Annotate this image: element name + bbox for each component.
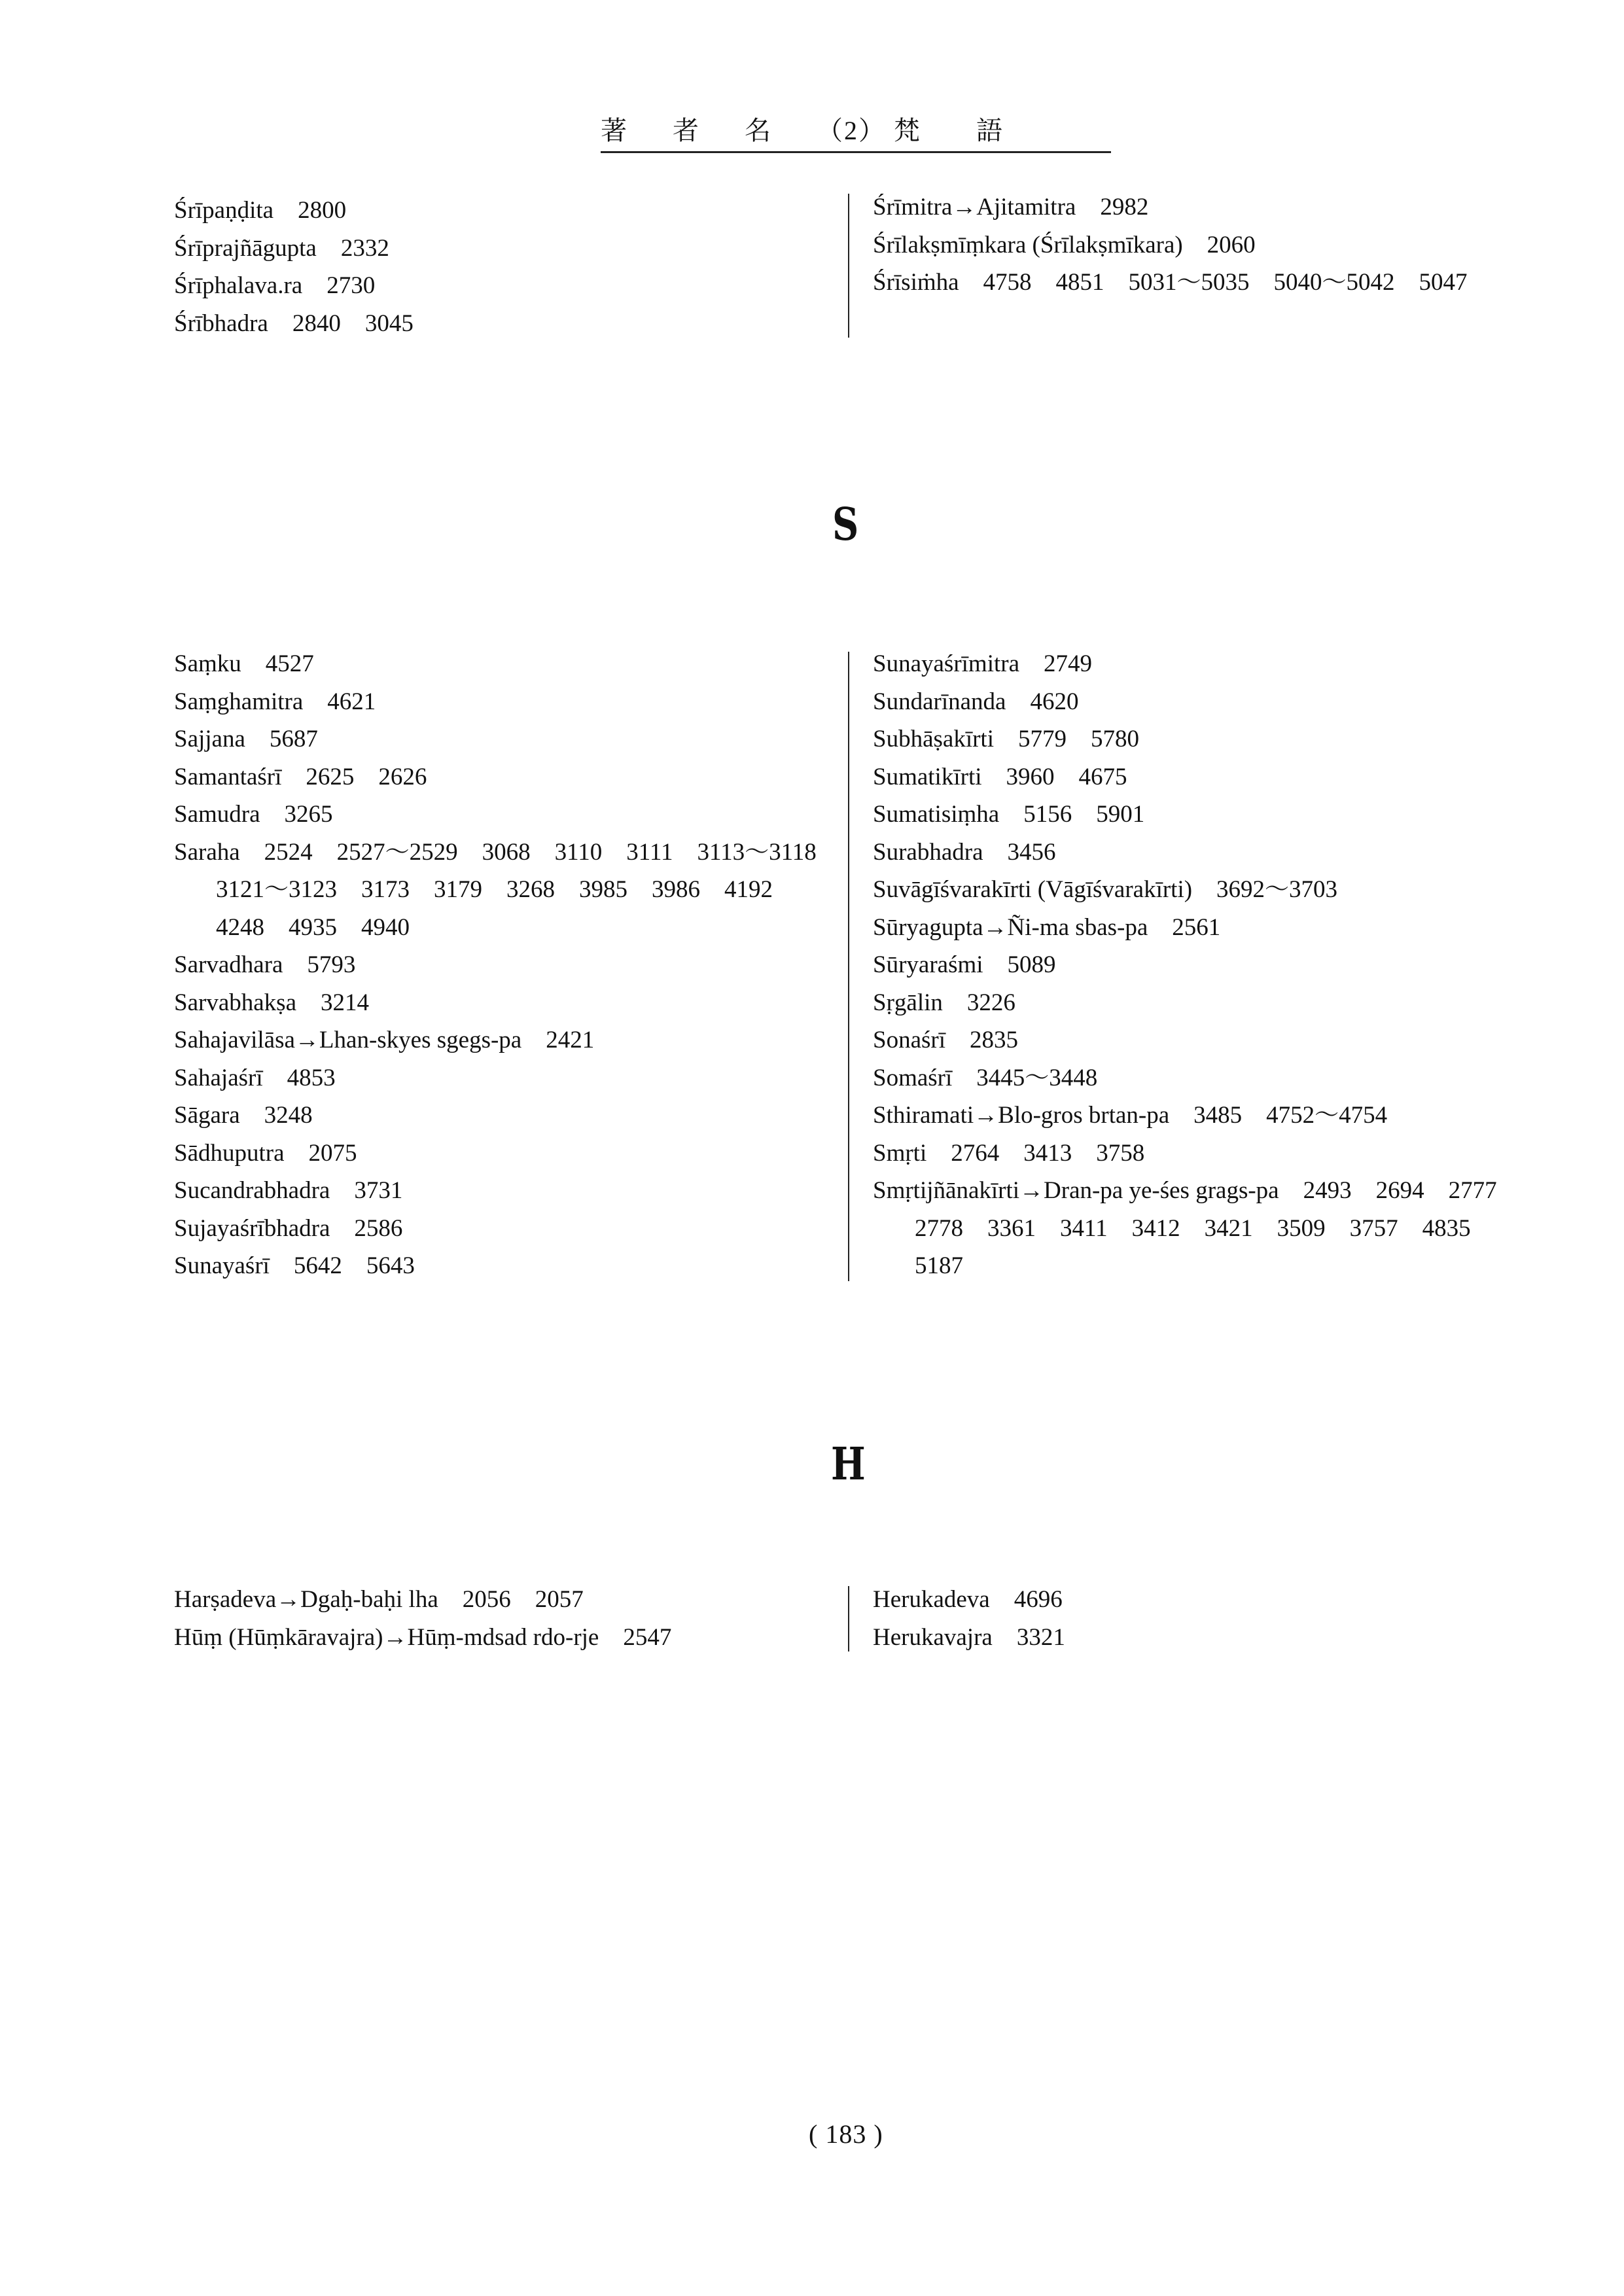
- index-column-right: [873, 645, 1534, 1285]
- index-entry: Sarvadhara 5793: [174, 951, 356, 978]
- index-column-right: [873, 188, 1566, 302]
- section-letter-h: H: [831, 1438, 866, 1491]
- index-entry: Saṃku 4527: [174, 650, 314, 677]
- index-entry: Samudra 3265: [174, 801, 333, 828]
- column-divider: [848, 652, 849, 1281]
- index-entry: Śrīphalava.ra 2730: [174, 272, 376, 299]
- index-entry: Sucandrabhadra 3731: [174, 1177, 403, 1204]
- header-subtitle: （2） 梵 語: [817, 116, 1004, 145]
- index-entry: Śrīmitra→Ajitamitra 2982: [873, 194, 1149, 221]
- index-entry: Sūryagupta→Ñi-ma sbas-pa 2561: [873, 913, 1221, 941]
- index-entry: Somaśrī 3445〜3448: [873, 1064, 1098, 1091]
- index-entry: Smṛtijñānakīrti→Dran-pa ye-śes grags-pa 2493 2694 2777 2778 3361 3411 3412 3421 3509 3757 4835 5187: [873, 1177, 1521, 1279]
- index-entry: Smṛti 2764 3413 3758: [873, 1139, 1145, 1167]
- index-entry: Surabhadra 3456: [873, 838, 1056, 866]
- index-entry: Suvāgīśvarakīrti (Vāgīśvarakīrti) 3692〜3703: [873, 876, 1338, 903]
- index-entry: Sunayaśrīmitra 2749: [873, 650, 1093, 677]
- index-entry: Harṣadeva→Dgaḥ-baḥi lha 2056 2057: [174, 1586, 584, 1613]
- index-entry: Sahajavilāsa→Lhan-skyes sgegs-pa 2421: [174, 1027, 595, 1053]
- index-entry: Sunayaśrī 5642 5643: [174, 1252, 415, 1279]
- index-entry: Subhāṣakīrti 5779 5780: [873, 726, 1139, 752]
- index-entry: Śrībhadra 2840 3045: [174, 309, 414, 337]
- index-column-left: [174, 1581, 835, 1656]
- index-entry: Sṛgālin 3226: [873, 989, 1015, 1016]
- index-entry: Sthiramati→Blo-gros brtan-pa 3485 4752〜4754: [873, 1102, 1388, 1129]
- index-entry: Saraha 2524 2527〜2529 3068 3110 3111 3113〜3118 3121〜3123 3173 3179 3268 3985 3986 4192 4248 4935 4940: [174, 838, 841, 941]
- index-entry: Śrīprajñāgupta 2332: [174, 234, 389, 262]
- index-entry: Sarvabhakṣa 3214: [174, 989, 369, 1016]
- index-entry: Sujayaśrībhadra 2586: [174, 1214, 403, 1242]
- section-letter-s: S: [832, 499, 859, 551]
- index-column-left: [174, 645, 841, 1285]
- index-entry: Sādhuputra 2075: [174, 1139, 357, 1167]
- index-entry: Śrīpaṇḍita 2800: [174, 197, 347, 224]
- running-header: [601, 110, 1111, 153]
- index-entry: Sundarīnanda 4620: [873, 688, 1079, 715]
- index-entry: Śrīsiṁha 4758 4851 5031〜5035 5040〜5042 5047: [873, 269, 1468, 296]
- index-column-left: [174, 192, 822, 342]
- index-entry: Sajjana 5687: [174, 726, 318, 752]
- column-divider: [848, 1586, 849, 1651]
- index-entry: Śrīlakṣmīṃkara (Śrīlakṣmīkara) 2060: [873, 231, 1256, 258]
- index-entry: Herukadeva 4696: [873, 1586, 1063, 1613]
- index-column-right: [873, 1581, 1534, 1656]
- index-entry: Sāgara 3248: [174, 1102, 313, 1129]
- index-entry: Sumatikīrti 3960 4675: [873, 763, 1127, 790]
- index-entry: Samantaśrī 2625 2626: [174, 763, 427, 790]
- index-entry: Sūryaraśmi 5089: [873, 951, 1056, 978]
- index-entry: Hūṃ (Hūṃkāravajra)→Hūṃ-mdsad rdo-rje 2547: [174, 1623, 672, 1651]
- index-entry: Sahajaśrī 4853: [174, 1064, 336, 1091]
- index-entry: Herukavajra 3321: [873, 1623, 1065, 1651]
- index-entry: Sumatisiṃha 5156 5901: [873, 801, 1145, 828]
- header-title: 著 者 名: [601, 116, 790, 145]
- page-number: ( 183 ): [809, 2119, 883, 2149]
- index-entry: Sonaśrī 2835: [873, 1027, 1018, 1053]
- index-entry: Saṃghamitra 4621: [174, 688, 376, 715]
- column-divider: [848, 194, 849, 338]
